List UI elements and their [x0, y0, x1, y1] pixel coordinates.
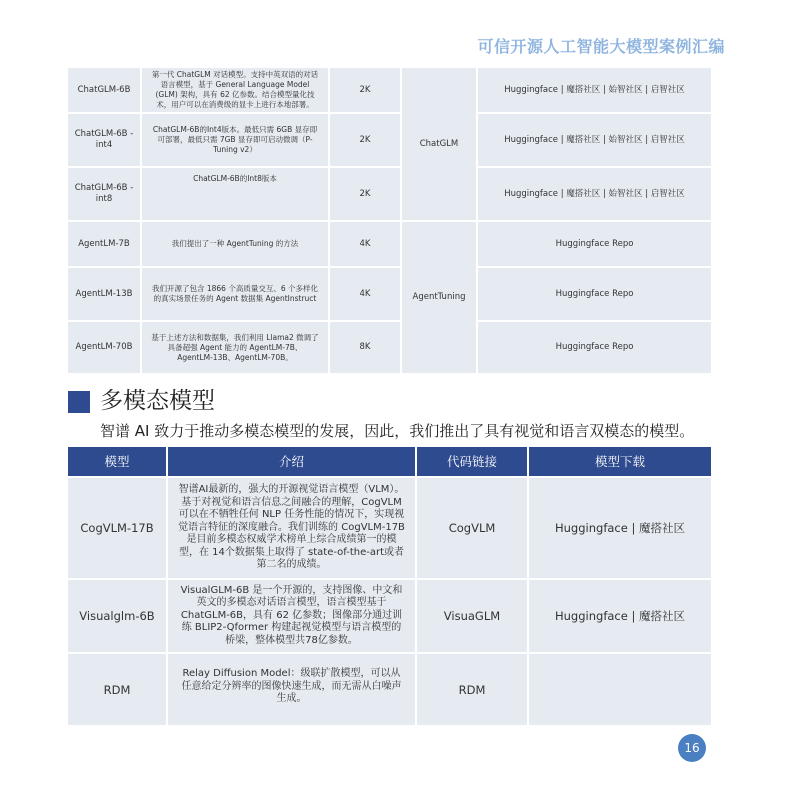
code-link-agenttuning[interactable]: AgentTuning	[402, 222, 476, 373]
code-link[interactable]: VisuaGLM	[417, 580, 527, 652]
column-header-code: 代码链接	[417, 447, 527, 476]
language-model-table	[68, 68, 711, 373]
download-links-empty	[529, 654, 711, 725]
download-links[interactable]: Huggingface Repo	[478, 322, 711, 373]
download-links[interactable]: Huggingface | 魔搭社区	[529, 580, 711, 652]
code-link[interactable]: CogVLM	[417, 478, 527, 578]
model-description: 第一代 ChatGLM 对话模型。支持中英双语的对话语言模型，基于 General Language Model (GLM) 架构，具有 62 亿参数。结合模型量化技术，用户可以在消费级的显卡上进行本地部署。	[142, 68, 328, 112]
context-length: 2K	[330, 114, 400, 166]
download-links[interactable]: Huggingface | 魔搭社区 | 始智社区 | 启智社区	[478, 68, 711, 112]
download-links[interactable]: Huggingface Repo	[478, 268, 711, 320]
download-links[interactable]: Huggingface | 魔搭社区 | 始智社区 | 启智社区	[478, 114, 711, 166]
download-links[interactable]: Huggingface | 魔搭社区 | 始智社区 | 启智社区	[478, 168, 711, 220]
column-header-download: 模型下载	[529, 447, 711, 476]
code-link[interactable]: RDM	[417, 654, 527, 725]
model-name: ChatGLM-6B -int8	[68, 168, 140, 220]
document-title: 可信开源人工智能大模型案例汇编	[477, 37, 725, 56]
context-length: 4K	[330, 268, 400, 320]
section-marker-square	[68, 391, 90, 413]
model-description: 基于上述方法和数据集，我们利用 Llama2 微调了具备超强 Agent 能力的 AgentLM-7B、AgentLM-13B、AgentLM-70B。	[142, 322, 328, 373]
model-name: ChatGLM-6B -int4	[68, 114, 140, 166]
model-name: RDM	[68, 654, 166, 725]
section-intro: 智谱 AI 致力于推动多模态模型的发展，因此，我们推出了具有视觉和语言双模态的模型。	[100, 422, 695, 440]
download-links[interactable]: Huggingface | 魔搭社区	[529, 478, 711, 578]
model-description: VisualGLM-6B 是一个开源的，支持图像、中文和英文的多模态对话语言模型，语言模型基于 ChatGLM-6B，具有 62 亿参数；图像部分通过训练 BLIP2-Qformer 构建起视觉模型与语言模型的桥梁，整体模型共78亿参数。	[168, 580, 415, 652]
code-link-chatglm[interactable]: ChatGLM	[402, 68, 476, 220]
context-length: 2K	[330, 168, 400, 220]
column-header-intro: 介绍	[168, 447, 415, 476]
model-name: CogVLM-17B	[68, 478, 166, 578]
section-heading: 多模态模型	[100, 388, 215, 414]
download-links[interactable]: Huggingface Repo	[478, 222, 711, 266]
model-description: 我们开源了包含 1866 个高质量交互、6 个多样化的真实场景任务的 Agent 数据集 AgentInstruct	[142, 268, 328, 320]
model-description: 我们提出了一种 AgentTuning 的方法	[142, 222, 328, 266]
context-length: 4K	[330, 222, 400, 266]
model-description: Relay Diffusion Model：级联扩散模型，可以从任意给定分辨率的图像快速生成，而无需从白噪声生成。	[168, 654, 415, 725]
model-name: Visualglm-6B	[68, 580, 166, 652]
model-name: ChatGLM-6B	[68, 68, 140, 112]
column-header-model: 模型	[68, 447, 166, 476]
model-description: ChatGLM-6B的Int4版本。最低只需 6GB 显存即可部署，最低只需 7GB 显存即可启动微调（P-Tuning v2）	[142, 114, 328, 166]
page-number: 16	[678, 734, 706, 762]
model-name: AgentLM-13B	[68, 268, 140, 320]
model-description: ChatGLM-6B的Int8版本	[142, 168, 328, 220]
context-length: 8K	[330, 322, 400, 373]
context-length: 2K	[330, 68, 400, 112]
model-description: 智谱AI最新的，强大的开源视觉语言模型（VLM）。基于对视觉和语言信息之间融合的理解，CogVLM 可以在不牺牲任何 NLP 任务性能的情况下，实现视觉语言特征的深度融合。我们训练的 CogVLM-17B 是目前多模态权威学术榜单上综合成绩第一的模型，在 14个数据集上取得了 state-of-the-art或者第二名的成绩。	[168, 478, 415, 578]
model-name: AgentLM-70B	[68, 322, 140, 373]
multimodal-model-table	[68, 447, 711, 725]
model-name: AgentLM-7B	[68, 222, 140, 266]
